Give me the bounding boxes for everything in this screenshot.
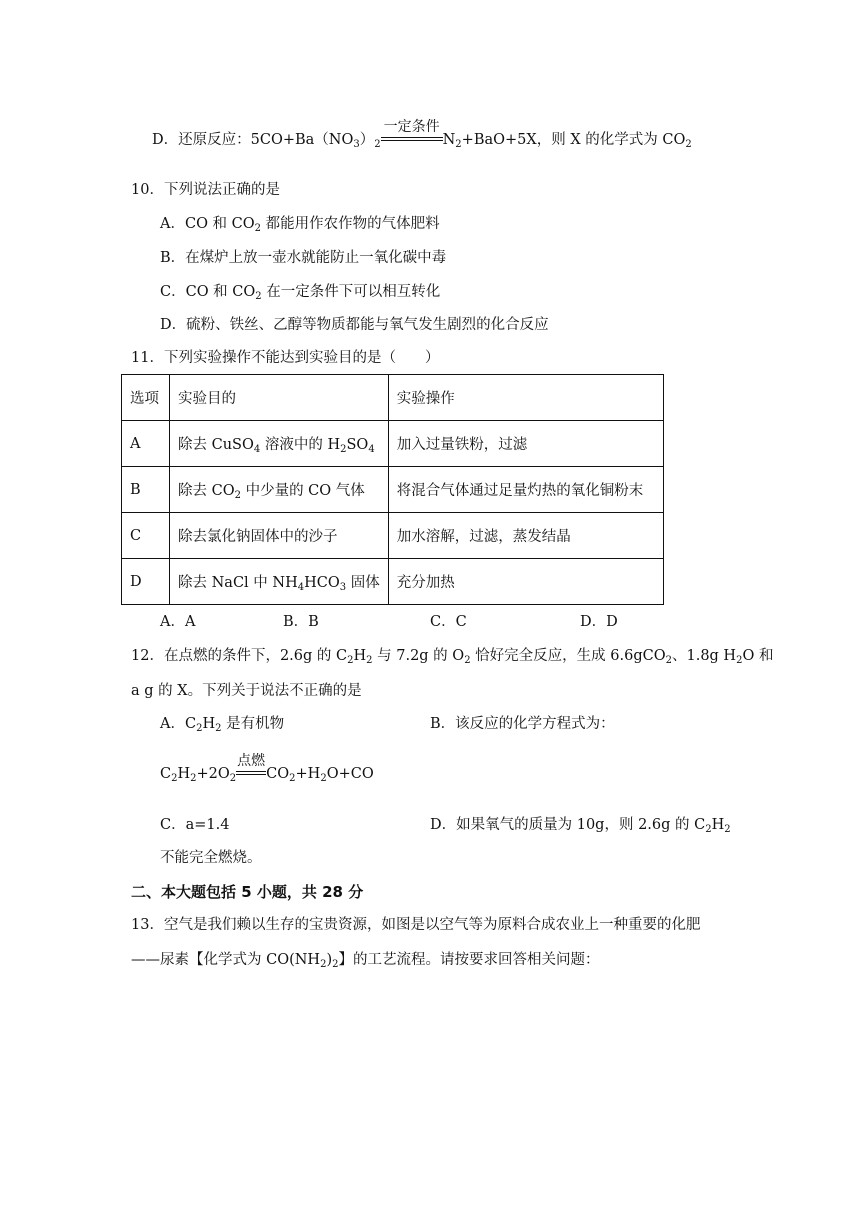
table-cell-purpose: 除去氯化钠固体中的沙子 (170, 513, 389, 559)
q12-option-c: C．a=1.4 (160, 817, 230, 833)
table-row (122, 421, 664, 467)
table-cell-option: C (122, 513, 170, 559)
q11-choice-d: D．D (580, 614, 618, 630)
q11-table (121, 374, 664, 605)
q13-line1: 13．空气是我们赖以生存的宝贵资源，如图是以空气等为原料合成农业上一种重要的化肥 (131, 917, 701, 933)
q12-option-d-cont: 不能完全燃烧。 (160, 850, 262, 866)
q9-option-d: D．还原反应：$5CO+Ba(NO_3)_2$ 一定条件 $N_2+BaO+5X$，则 X 的化学式为 $CO_2$ (152, 119, 692, 150)
table-header: 实验目的 (170, 375, 389, 421)
table-cell-option: A (122, 421, 170, 467)
table-row (122, 513, 664, 559)
table-cell-operation: 加入过量铁粉，过滤 (388, 421, 663, 467)
table-row (122, 559, 664, 605)
q10-option-b: B．在煤炉上放一壶水就能防止一氧化碳中毒 (160, 250, 447, 266)
q12-stem-line2: a g 的 X。下列关于说法不正确的是 (131, 683, 362, 699)
q12-stem-line1: 12．在点燃的条件下，2.6g 的 $C_2H_2$ 与 7.2g 的 $O_2$ 恰好完全反应，生成 6.6gCO$_2$、1.8g $H_2O$ 和 (131, 648, 774, 666)
table-row (122, 467, 664, 513)
table-cell-operation: 充分加热 (388, 559, 663, 605)
table-header: 选项 (122, 375, 170, 421)
q10-option-c: C．CO 和 $CO_2$ 在一定条件下可以相互转化 (160, 284, 441, 302)
q11-choice-c: C．C (430, 614, 467, 630)
q12-equation: $C_2H_2+2O_2$ 点燃 $CO_2+H_2O+CO$ (160, 753, 374, 784)
table-cell-option: B (122, 467, 170, 513)
section-title: 二、本大题包括 5 小题，共 28 分 (131, 883, 364, 901)
q13-line2: ——尿素【化学式为 $CO(NH_2)_2$】的工艺流程。请按要求回答相关问题： (131, 952, 600, 970)
ignite-arrow: 点燃 (236, 764, 266, 784)
table-cell-operation: 加水溶解，过滤，蒸发结晶 (388, 513, 663, 559)
q12-option-a: A．$C_2H_2$ 是有机物 (160, 716, 285, 734)
q10-stem: 10．下列说法正确的是 (131, 182, 280, 198)
q12-option-b: B．该反应的化学方程式为： (430, 716, 615, 732)
q11-stem: 11．下列实验操作不能达到实验目的是（ ） (131, 350, 440, 366)
q10-option-a: A．CO 和 $CO_2$ 都能用作农作物的气体肥料 (160, 216, 440, 234)
table-cell-purpose: 除去 NaCl 中 $NH_4HCO_3$ 固体 (170, 559, 389, 605)
table-cell-operation: 将混合气体通过足量灼热的氧化铜粉末 (388, 467, 663, 513)
q11-choice-b: B．B (283, 614, 319, 630)
table-cell-purpose: 除去 $CO_2$ 中少量的 CO 气体 (170, 467, 389, 513)
table-cell-purpose: 除去 CuSO$_4$ 溶液中的 $H_2SO_4$ (170, 421, 389, 467)
q11-choice-a: A．A (160, 614, 196, 630)
table-cell-option: D (122, 559, 170, 605)
q12-option-d: D．如果氧气的质量为 10g，则 2.6g 的 $C_2H_2$ (430, 817, 731, 835)
table-header-row (122, 375, 664, 421)
condition-arrow: 一定条件 (381, 130, 443, 150)
table-header: 实验操作 (388, 375, 663, 421)
q10-option-d: D．硫粉、铁丝、乙醇等物质都能与氧气发生剧烈的化合反应 (160, 317, 549, 333)
